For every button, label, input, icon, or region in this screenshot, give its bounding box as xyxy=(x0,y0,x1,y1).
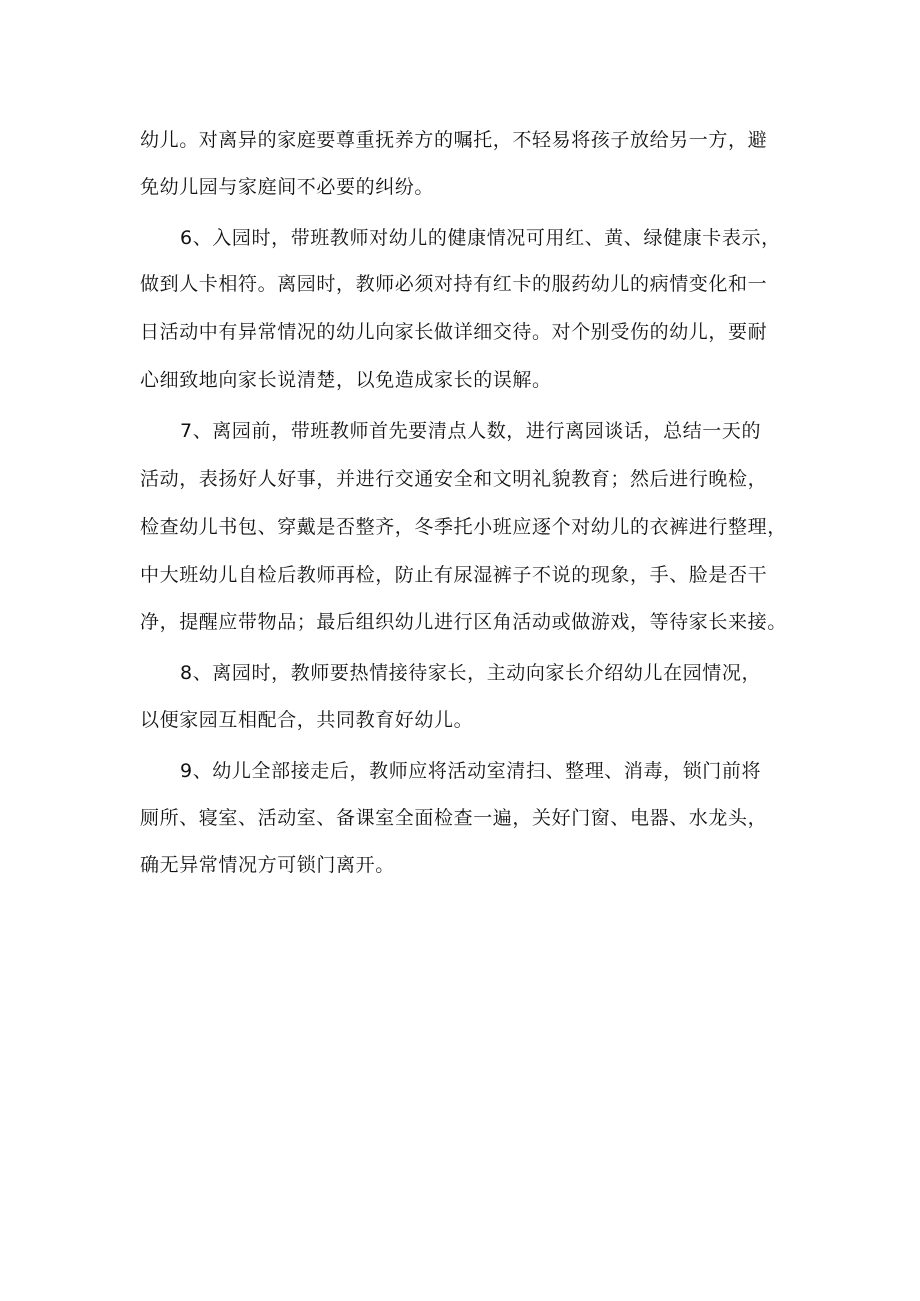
paragraph-line: 中大班幼儿自检后教师再检，防止有尿湿裤子不说的现象，手、脸是否干 xyxy=(140,564,768,586)
paragraph-line: 检查幼儿书包、穿戴是否整齐，冬季托小班应逐个对幼儿的衣裤进行整理， xyxy=(140,516,787,538)
paragraph-line: 7、离园前，带班教师首先要清点人数，进行离园谈话，总结一天的 xyxy=(180,420,762,442)
paragraph-line: 9、幼儿全部接走后，教师应将活动室清扫、整理、消毒，锁门前将 xyxy=(180,760,762,782)
paragraph-line: 心细致地向家长说清楚，以免造成家长的误解。 xyxy=(140,369,552,391)
paragraph-line: 活动，表扬好人好事，并进行交通安全和文明礼貌教育；然后进行晚检， xyxy=(140,468,768,490)
paragraph-line: 以便家园互相配合，共同教育好幼儿。 xyxy=(140,709,474,731)
paragraph-line: 日活动中有异常情况的幼儿向家长做详细交待。对个别受伤的幼儿，要耐 xyxy=(140,321,768,343)
paragraph-line: 净，提醒应带物品；最后组织幼儿进行区角活动或做游戏，等待家长来接。 xyxy=(140,611,787,633)
paragraph-line: 做到人卡相符。离园时，教师必须对持有红卡的服药幼儿的病情变化和一 xyxy=(140,273,768,295)
paragraph-line: 6、入园时，带班教师对幼儿的健康情况可用红、黄、绿健康卡表示， xyxy=(180,227,781,249)
paragraph-line: 8、离园时，教师要热情接待家长，主动向家长介绍幼儿在园情况， xyxy=(180,662,762,684)
paragraph-line: 幼儿。对离异的家庭要尊重抚养方的嘱托，不轻易将孩子放给另一方，避 xyxy=(140,129,768,151)
paragraph-line: 确无异常情况方可锁门离开。 xyxy=(140,854,395,876)
paragraph-line: 免幼儿园与家庭间不必要的纠纷。 xyxy=(140,176,435,198)
paragraph-line: 厕所、寝室、活动室、备课室全面检查一遍，关好门窗、电器、水龙头， xyxy=(140,807,768,829)
